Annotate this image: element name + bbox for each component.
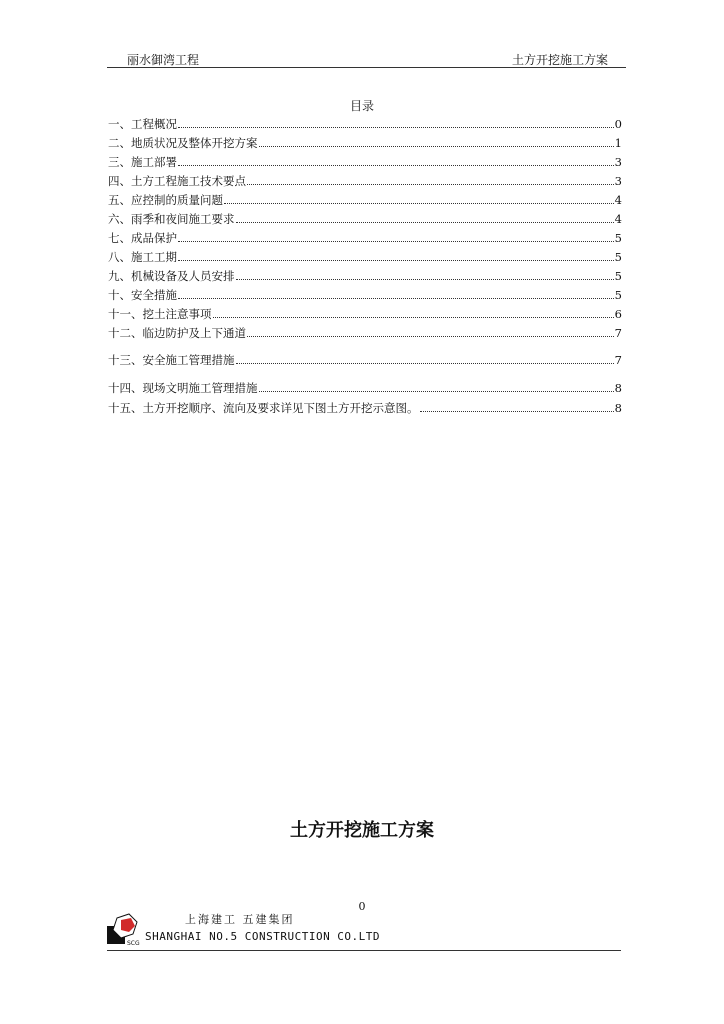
toc-entry-label: 五、应控制的质量问题 bbox=[108, 193, 223, 207]
toc-leader-dots bbox=[259, 390, 614, 392]
toc-entry[interactable] bbox=[108, 173, 622, 188]
toc-entry-label: 三、施工部署 bbox=[108, 155, 177, 169]
toc-entry[interactable] bbox=[108, 268, 622, 283]
header-document-name: 土方开挖施工方案 bbox=[511, 53, 608, 67]
toc-entry-page: 7 bbox=[614, 326, 622, 340]
page-header bbox=[107, 49, 626, 68]
toc-entry[interactable] bbox=[108, 211, 622, 226]
toc-leader-dots bbox=[236, 221, 614, 223]
toc-entry[interactable] bbox=[108, 352, 622, 367]
toc-entry-page: 3 bbox=[614, 155, 622, 169]
toc-entry-label: 九、机械设备及人员安排 bbox=[108, 269, 235, 283]
toc-entry-page: 7 bbox=[614, 353, 622, 367]
toc-entry-page: 5 bbox=[614, 269, 622, 283]
toc-entry[interactable] bbox=[108, 116, 622, 131]
toc-entry-label: 十、安全措施 bbox=[108, 288, 177, 302]
toc-entry[interactable] bbox=[108, 306, 622, 321]
toc-title: 目录 bbox=[349, 99, 374, 113]
toc-entry[interactable] bbox=[108, 249, 622, 264]
toc-entry-label: 一、工程概况 bbox=[108, 117, 177, 131]
document-title: 土方开挖施工方案 bbox=[290, 820, 434, 841]
footer-company-en: SHANGHAI NO.5 CONSTRUCTION CO.LTD bbox=[145, 930, 381, 943]
logo-text: SCG bbox=[127, 940, 140, 946]
toc-entry[interactable] bbox=[108, 192, 622, 207]
toc-leader-dots bbox=[224, 202, 614, 204]
toc-entry-page: 6 bbox=[614, 307, 622, 321]
toc-leader-dots bbox=[178, 240, 614, 242]
toc-entry[interactable] bbox=[108, 287, 622, 302]
toc-entry-page: 5 bbox=[614, 231, 622, 245]
toc-entry[interactable] bbox=[108, 154, 622, 169]
toc-entry-page: 8 bbox=[614, 381, 622, 395]
page-number: 0 bbox=[358, 900, 366, 913]
toc-entry[interactable] bbox=[108, 230, 622, 245]
toc-entry-label: 十四、现场文明施工管理措施 bbox=[108, 381, 258, 395]
toc-entry-label: 六、雨季和夜间施工要求 bbox=[108, 212, 235, 226]
toc-entry-label: 十一、挖土注意事项 bbox=[108, 307, 212, 321]
toc-leader-dots bbox=[178, 126, 614, 128]
toc-entry-page: 5 bbox=[614, 288, 622, 302]
toc-leader-dots bbox=[236, 278, 614, 280]
header-project-name: 丽水御湾工程 bbox=[127, 53, 200, 67]
toc-entry-page: 4 bbox=[614, 212, 622, 226]
toc-entry[interactable] bbox=[108, 380, 622, 395]
toc-leader-dots bbox=[213, 316, 614, 318]
toc-leader-dots bbox=[178, 164, 614, 166]
toc-leader-dots bbox=[420, 410, 614, 412]
toc-leader-dots bbox=[259, 145, 614, 147]
toc-entry[interactable] bbox=[108, 325, 622, 340]
toc-entry[interactable] bbox=[108, 135, 622, 150]
toc-entry-page: 8 bbox=[614, 401, 622, 415]
toc-entry-page: 3 bbox=[614, 174, 622, 188]
scg-logo-icon bbox=[107, 912, 143, 946]
toc-leader-dots bbox=[236, 362, 614, 364]
toc-leader-dots bbox=[247, 183, 614, 185]
toc-entry-label: 二、地质状况及整体开挖方案 bbox=[108, 136, 258, 150]
toc-entry[interactable] bbox=[108, 400, 622, 415]
toc-entry-page: 0 bbox=[614, 117, 622, 131]
toc-entry-label: 四、土方工程施工技术要点 bbox=[108, 174, 246, 188]
toc-entry-label: 八、施工工期 bbox=[108, 250, 177, 264]
toc-entry-label: 十二、临边防护及上下通道 bbox=[108, 326, 246, 340]
toc-entry-page: 4 bbox=[614, 193, 622, 207]
footer-company-cn: 上海建工 五建集团 bbox=[185, 913, 295, 926]
toc-entry-page: 5 bbox=[614, 250, 622, 264]
toc-entry-label: 十五、土方开挖顺序、流向及要求详见下图土方开挖示意图。 bbox=[108, 401, 419, 415]
toc-entry-page: 1 bbox=[614, 136, 622, 150]
toc-leader-dots bbox=[178, 259, 614, 261]
toc-entry-label: 七、成品保护 bbox=[108, 231, 177, 245]
toc-leader-dots bbox=[247, 335, 614, 337]
toc-leader-dots bbox=[178, 297, 614, 299]
toc-entry-label: 十三、安全施工管理措施 bbox=[108, 353, 235, 367]
page-footer bbox=[107, 908, 621, 951]
